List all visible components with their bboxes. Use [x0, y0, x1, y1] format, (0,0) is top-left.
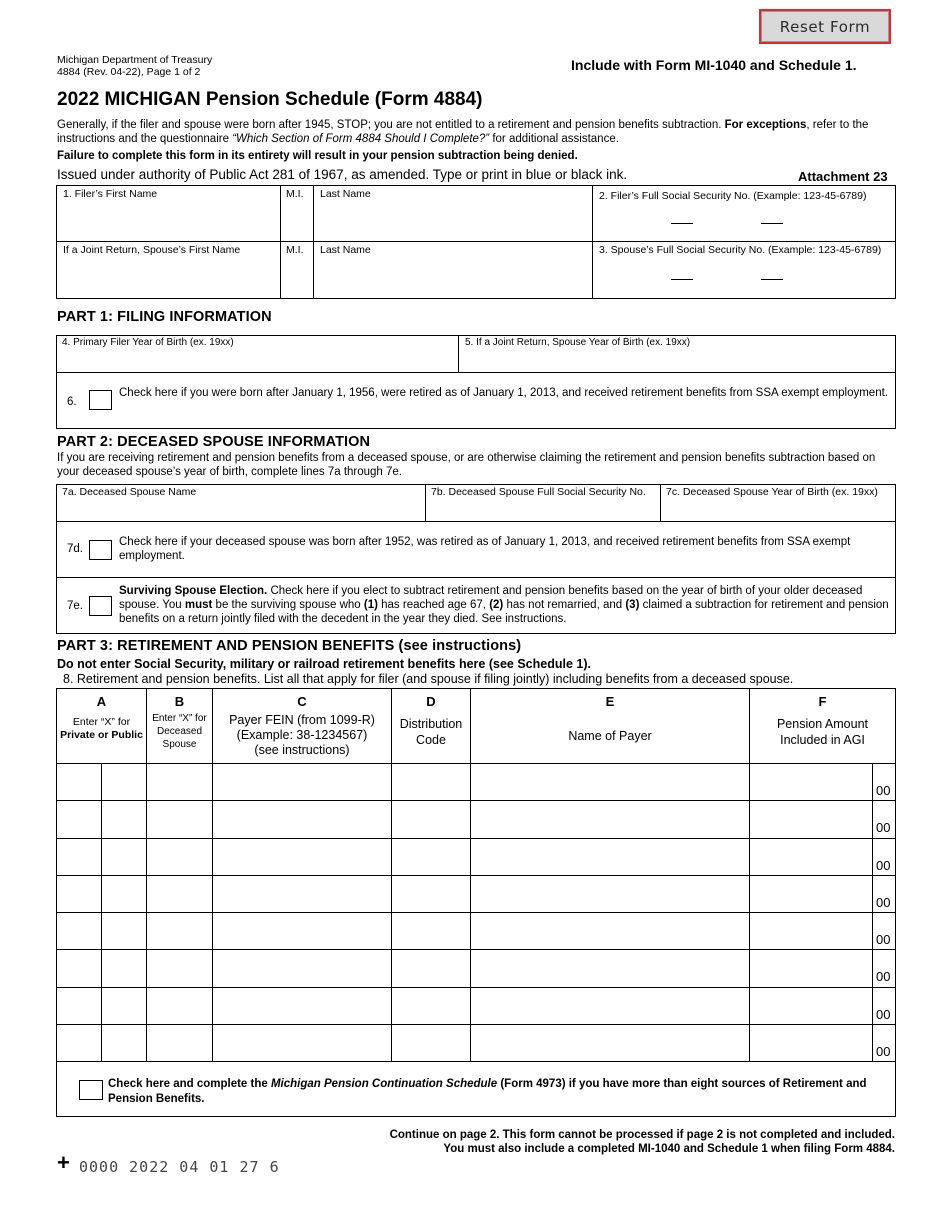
col-a1-field[interactable]	[57, 839, 101, 874]
line7e-cond-1: (1)	[363, 599, 378, 611]
line7c-label: 7c. Deceased Spouse Year of Birth (ex. 19xx)	[666, 486, 878, 498]
col-d-field[interactable]	[392, 839, 470, 874]
cents-label: 00	[876, 783, 891, 798]
col-b-field[interactable]	[147, 1025, 212, 1060]
col-a1-field[interactable]	[57, 913, 101, 948]
filer-info-divider	[56, 241, 896, 242]
col-b-header	[147, 694, 212, 751]
col-a2-field[interactable]	[102, 876, 146, 911]
spouse-ssn-dash-1	[671, 279, 693, 280]
col-a-letter: A	[96, 694, 107, 709]
filer-mi-label: M.I.	[286, 188, 304, 200]
mi-divider-left	[280, 185, 281, 299]
reset-form-button[interactable]: Reset Form	[759, 9, 891, 44]
filer-ssn-field[interactable]	[596, 204, 894, 240]
col-c-text: Payer FEIN (from 1099-R) (Example: 38-1234567) (see instructions)	[229, 713, 375, 757]
col-a2-field[interactable]	[102, 950, 146, 985]
page-title: 2022 MICHIGAN Pension Schedule (Form 4884)	[57, 89, 483, 110]
authority-note: Issued under authority of Public Act 281 of 1967, as amended. Type or print in blue or black ink.	[57, 167, 628, 182]
col-a1-field[interactable]	[57, 801, 101, 836]
intro-part-1: Generally, if the filer and spouse were born after 1945, STOP; you are not entitled to a retirement and pension benefits subtraction.	[57, 119, 722, 131]
col-c-field[interactable]	[213, 801, 391, 836]
col-b-field[interactable]	[147, 913, 212, 948]
line7e-cond-3: (3)	[625, 599, 640, 611]
col-a1-field[interactable]	[57, 950, 101, 985]
continuation-text-1: Check here and complete the	[108, 1078, 271, 1090]
filer-last-name-field[interactable]	[315, 202, 590, 240]
col-f-field[interactable]	[750, 801, 872, 836]
cents-label: 00	[876, 1043, 891, 1059]
line5-year-field[interactable]	[461, 350, 894, 371]
line7d-text: Check here if your deceased spouse was born after 1952, was retired as of January 1, 2013, and received retirement benefits from SSA exempt employment.	[119, 536, 851, 562]
col-c-header	[213, 694, 391, 758]
spouse-mi-field[interactable]	[282, 258, 312, 296]
col-f-header	[750, 694, 895, 748]
col-f-field[interactable]	[750, 913, 872, 948]
part1-col-divider	[458, 335, 459, 372]
col-a2-field[interactable]	[102, 988, 146, 1023]
cents-label: 00	[876, 820, 891, 836]
col-a1-field[interactable]	[57, 764, 101, 799]
col-f-letter: F	[818, 694, 827, 709]
col-a2-field[interactable]	[102, 839, 146, 874]
col-c-letter: C	[297, 694, 307, 709]
col-a-text-2: Private or Public	[60, 729, 143, 741]
part1-divider	[56, 372, 896, 373]
line7e-cond-2: (2)	[489, 599, 504, 611]
line7b-ssn-field[interactable]	[427, 500, 658, 520]
col-e-header	[471, 694, 749, 744]
col-c-field[interactable]	[213, 988, 391, 1023]
col-f-field[interactable]	[750, 876, 872, 911]
col-e-field[interactable]	[471, 988, 749, 1023]
spouse-ssn-field[interactable]	[596, 258, 894, 296]
col-c-field[interactable]	[213, 950, 391, 985]
col-e-field[interactable]	[471, 913, 749, 948]
filer-first-name-label: 1. Filer’s First Name	[63, 188, 158, 200]
col-f-field[interactable]	[750, 764, 872, 799]
intro-part-2: , refer to the instructions and the questionnaire	[57, 119, 869, 145]
line5-label: 5. If a Joint Return, Spouse Year of Birth (ex. 19xx)	[465, 337, 691, 348]
form-barcode-number: 0000 2022 04 01 27 6	[79, 1158, 280, 1176]
line7e-text-5: claimed a subtraction for retirement and pension benefits on a return jointly filed with the decedent in the year they died. See instructions.	[119, 599, 889, 625]
cents-label: 00	[876, 1006, 891, 1022]
col-d-field[interactable]	[392, 988, 470, 1023]
attachment-number: Attachment 23	[798, 169, 888, 184]
col-a1-field[interactable]	[57, 1025, 101, 1060]
footer-include-note: You must also include a completed MI-1040 and Schedule 1 when filing Form 4884.	[443, 1143, 895, 1155]
spouse-last-name-label: Last Name	[320, 244, 371, 256]
line6-checkbox[interactable]	[89, 390, 112, 410]
col-d-letter: D	[426, 694, 436, 709]
ssn-divider	[592, 185, 593, 299]
intro-part-3: for additional assistance.	[492, 133, 619, 145]
col-d-field[interactable]	[392, 801, 470, 836]
col-b-letter: B	[174, 694, 185, 709]
col-c-field[interactable]	[213, 876, 391, 911]
cents-label: 00	[876, 857, 891, 873]
col-c-field[interactable]	[213, 839, 391, 874]
col-a-header	[57, 694, 146, 742]
spouse-first-name-field[interactable]	[58, 258, 278, 296]
line6-number: 6.	[67, 396, 77, 408]
line7c-year-field[interactable]	[662, 500, 894, 520]
col-f-text: Pension Amount Included in AGI	[776, 717, 869, 747]
filer-first-name-field[interactable]	[58, 202, 278, 240]
part2-divider-1	[56, 521, 896, 522]
line7e-must: must	[184, 599, 213, 611]
registration-plus-icon: +	[57, 1150, 70, 1175]
continuation-checkbox[interactable]	[79, 1080, 103, 1100]
part2-heading: PART 2: DECEASED SPOUSE INFORMATION	[57, 434, 371, 450]
line7e-text-4: has not remarried, and	[503, 599, 626, 611]
col-c-field[interactable]	[213, 1025, 391, 1060]
col-e-field[interactable]	[471, 764, 749, 799]
col-a2-field[interactable]	[102, 801, 146, 836]
line7e-checkbox[interactable]	[89, 596, 112, 616]
filer-ssn-dash-1	[671, 223, 693, 224]
cents-label: 00	[876, 932, 891, 947]
form-revision: 4884 (Rev. 04-22), Page 1 of 2	[57, 66, 201, 78]
line7e-number: 7e.	[67, 600, 83, 612]
col-b-field[interactable]	[147, 764, 212, 799]
col-e-field[interactable]	[471, 801, 749, 836]
line7d-number: 7d.	[67, 543, 83, 555]
line7b-divider	[425, 484, 426, 521]
line8-text: 8. Retirement and pension benefits. List all that apply for filer (and spouse if filing jointly) including benefits from a deceased spouse.	[63, 672, 794, 686]
filer-ssn-dash-2	[761, 223, 783, 224]
col-a2-field[interactable]	[102, 913, 146, 948]
col-a2-field[interactable]	[102, 1025, 146, 1060]
intro-questionnaire: “Which Section of Form 4884 Should I Complete?”	[232, 133, 490, 145]
department-name: Michigan Department of Treasury	[57, 54, 213, 66]
col-e-letter: E	[605, 694, 615, 709]
col-b-field[interactable]	[147, 876, 212, 911]
col-d-field[interactable]	[392, 876, 470, 911]
line4-label: 4. Primary Filer Year of Birth (ex. 19xx)	[62, 337, 234, 348]
spouse-ssn-dash-2	[761, 279, 783, 280]
col-d-field[interactable]	[392, 764, 470, 799]
line7a-name-field[interactable]	[58, 500, 423, 520]
col-d-field[interactable]	[392, 1025, 470, 1060]
part2-divider-2	[56, 577, 896, 578]
cents-label: 00	[876, 894, 891, 910]
col-f-field[interactable]	[750, 988, 872, 1023]
filer-last-name-label: Last Name	[320, 188, 371, 200]
intro-exceptions: For exceptions	[724, 119, 807, 131]
filer-ssn-label: 2. Filer’s Full Social Security No. (Example: 123-45-6789)	[599, 190, 867, 202]
line7b-label: 7b. Deceased Spouse Full Social Security No.	[431, 486, 646, 498]
col-c-field[interactable]	[213, 764, 391, 799]
line7e-text-3: has reached age 67,	[377, 599, 490, 611]
line6-text: Check here if you were born after January 1, 1956, were retired as of January 1, 2013, and received retirement benefits from SSA exempt employment.	[119, 387, 888, 399]
col-d-field[interactable]	[392, 950, 470, 985]
part2-intro: If you are receiving retirement and pension benefits from a deceased spouse, or are otherwise claiming the retirement and pension benefits subtraction based on your deceased spouse’s year of birth, complete lines 7a through 7e.	[57, 452, 876, 478]
col-c-field[interactable]	[213, 913, 391, 948]
footer-continue-note: Continue on page 2. This form cannot be processed if page 2 is not completed and included.	[389, 1129, 895, 1141]
spouse-first-name-label: If a Joint Return, Spouse’s First Name	[63, 244, 241, 256]
part3-heading: PART 3: RETIREMENT AND PENSION BENEFITS (see instructions)	[57, 638, 522, 654]
col-e-field[interactable]	[471, 876, 749, 911]
col-e-field[interactable]	[471, 839, 749, 874]
line7d-checkbox[interactable]	[89, 540, 112, 560]
col-a1-field[interactable]	[57, 988, 101, 1023]
col-f-field[interactable]	[750, 839, 872, 874]
denial-warning: Failure to complete this form in its entirety will result in your pension subtraction being denied.	[57, 150, 578, 162]
col-b-field[interactable]	[147, 988, 212, 1023]
mi-divider-right	[313, 185, 314, 299]
col-a-text-1: Enter “X” for	[72, 716, 131, 728]
continuation-text	[108, 1077, 868, 1107]
continuation-text-2: (Form 4973) if you have more than eight sources of Retirement and Pension Benefits.	[108, 1078, 867, 1105]
line7e-text-2: be the surviving spouse who	[212, 599, 364, 611]
col-f-field[interactable]	[750, 950, 872, 985]
col-d-text: Distribution Code	[399, 717, 463, 747]
col-b-field[interactable]	[147, 839, 212, 874]
line7e-text	[119, 584, 889, 626]
spouse-mi-label: M.I.	[286, 244, 304, 256]
col-b-field[interactable]	[147, 950, 212, 985]
col-f-field[interactable]	[750, 1025, 872, 1060]
col-e-field[interactable]	[471, 1025, 749, 1060]
line7e-election-title: Surviving Spouse Election.	[119, 585, 268, 597]
table-body-bottom	[56, 1061, 896, 1062]
part3-warning: Do not enter Social Security, military or railroad retirement benefits here (see Schedule 1).	[57, 657, 591, 671]
line7a-label: 7a. Deceased Spouse Name	[62, 486, 197, 498]
col-b-text: Enter “X” for Deceased Spouse	[152, 713, 207, 750]
col-a2-field[interactable]	[102, 764, 146, 799]
filer-mi-field[interactable]	[282, 202, 312, 240]
line4-year-field[interactable]	[58, 350, 456, 371]
part1-heading: PART 1: FILING INFORMATION	[57, 309, 272, 325]
col-d-field[interactable]	[392, 913, 470, 948]
cents-label: 00	[876, 969, 891, 985]
col-d-header	[392, 694, 470, 748]
line7e-text-1: Check here if you elect to subtract retirement and pension benefits based on the year of birth of your older deceased spouse. You	[119, 585, 863, 611]
intro-text	[57, 118, 899, 146]
col-b-field[interactable]	[147, 801, 212, 836]
line7c-divider	[660, 484, 661, 521]
continuation-schedule-name: Michigan Pension Continuation Schedule	[270, 1078, 498, 1090]
spouse-last-name-field[interactable]	[315, 258, 590, 296]
col-e-text: Name of Payer	[568, 729, 652, 743]
spouse-ssn-label: 3. Spouse’s Full Social Security No. (Example: 123-45-6789)	[599, 244, 882, 256]
col-e-field[interactable]	[471, 950, 749, 985]
col-a1-field[interactable]	[57, 876, 101, 911]
include-note: Include with Form MI-1040 and Schedule 1.	[571, 57, 857, 73]
